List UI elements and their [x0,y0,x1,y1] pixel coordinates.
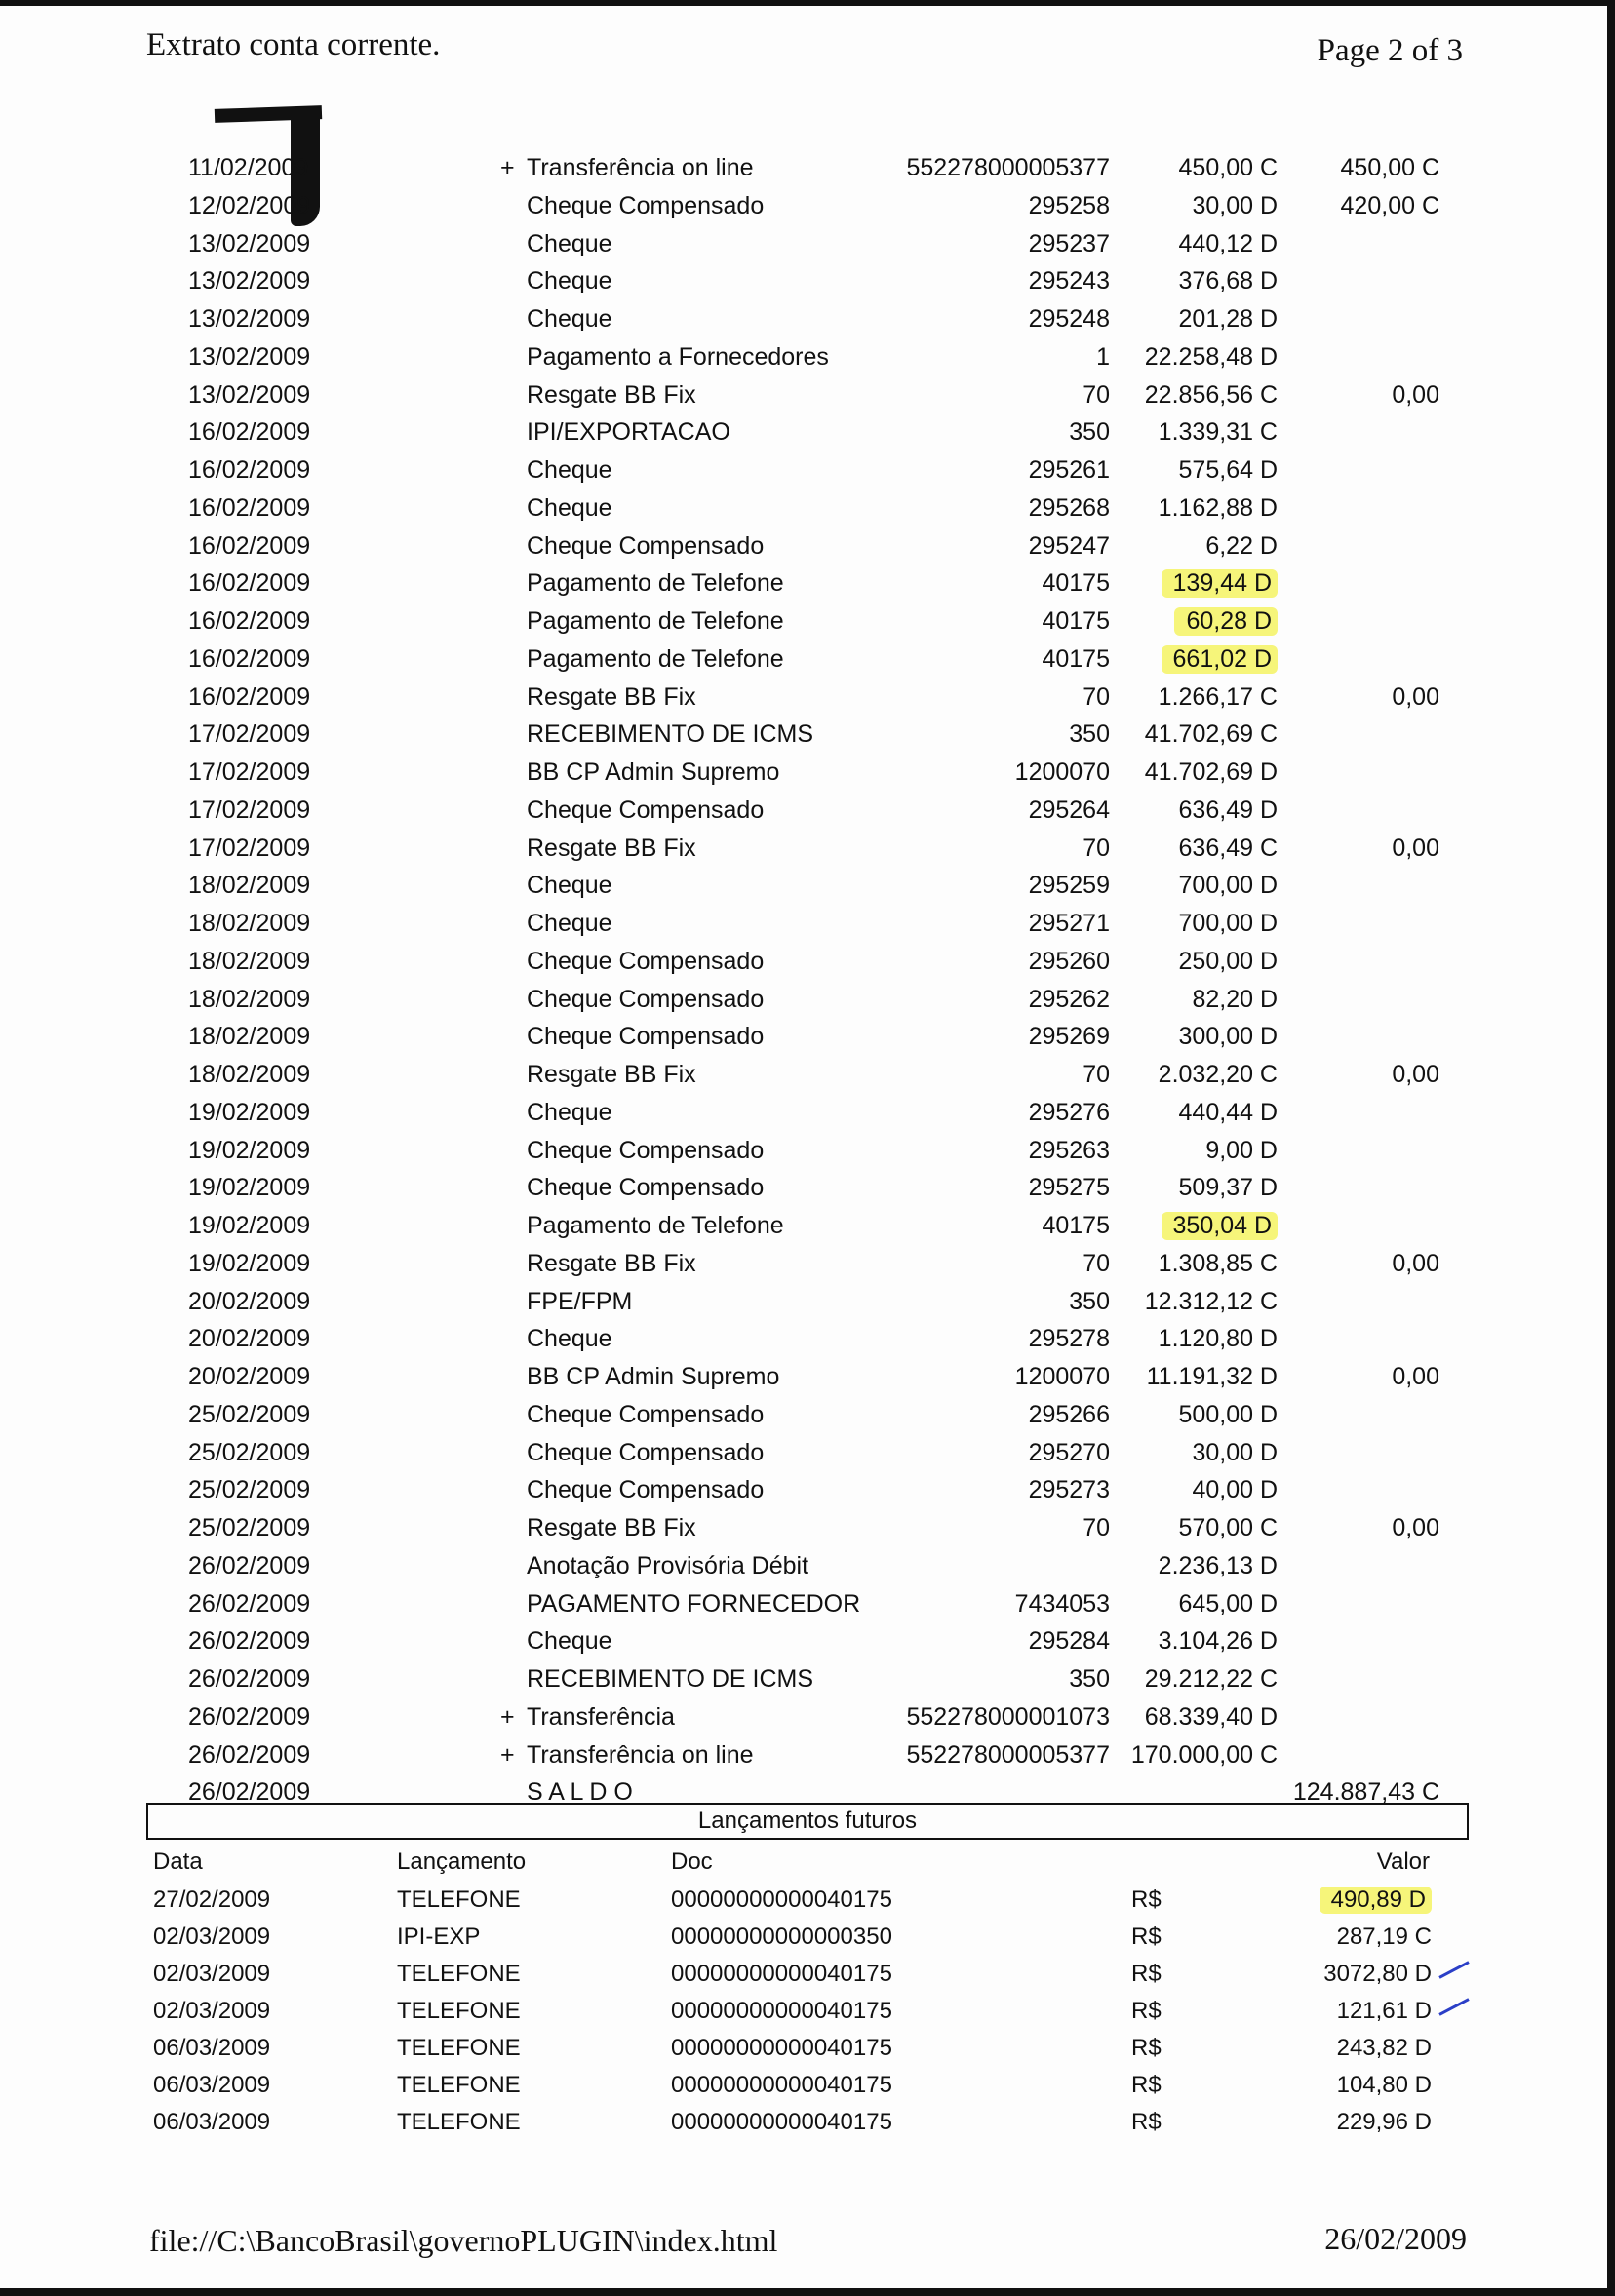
transaction-value: 170.000,00 C [1130,1740,1278,1769]
transaction-doc: 552278000005377 [906,1740,1110,1769]
transaction-value: 41.702,69 D [1144,759,1278,786]
transaction-date: 16/02/2009 [188,493,311,522]
future-entry-lancamento: IPI-EXP [397,1924,481,1950]
transaction-date: 13/02/2009 [188,267,311,295]
transaction-value: 300,00 D [1178,1023,1278,1051]
transaction-value: 350,04 D [1162,1212,1278,1240]
future-entry-doc: 00000000000040175 [671,2072,892,2098]
transaction-value: 500,00 D [1178,1400,1278,1428]
future-entry-row [0,2109,1615,2146]
transaction-doc: 70 [1083,682,1110,711]
transaction-description: PAGAMENTO FORNECEDOR [527,1589,861,1617]
transaction-row [0,343,1615,380]
transaction-description: Transferência on line [527,1740,754,1769]
future-col-date: Data [153,1848,203,1875]
transaction-doc: 295278 [1028,1325,1110,1353]
future-entry-value: 104,80 D [1336,2072,1432,2098]
transaction-row [0,1514,1615,1551]
transaction-description: IPI/EXPORTACAO [527,418,730,447]
future-entry-lancamento: TELEFONE [397,1887,521,1913]
transaction-description: Cheque [527,456,612,484]
transaction-description: Resgate BB Fix [527,682,696,711]
transaction-row [0,948,1615,985]
transaction-balance: 450,00 C [1340,154,1439,181]
transaction-description: Pagamento de Telefone [527,644,784,673]
transaction-doc: 295270 [1028,1438,1110,1466]
transaction-doc: 350 [1069,1665,1110,1693]
transaction-date: 13/02/2009 [188,305,311,332]
transaction-doc: 70 [1083,1061,1110,1088]
transaction-description: Cheque [527,305,612,332]
future-entry-date: 02/03/2009 [153,1961,271,1987]
transaction-date: 16/02/2009 [188,682,311,711]
transaction-balance: 0,00 [1392,1363,1439,1390]
transaction-description: Cheque Compensado [527,1476,765,1504]
future-entry-value: 229,96 D [1336,2109,1432,2135]
transaction-description: Cheque [527,1325,612,1353]
transaction-row [0,1665,1615,1702]
transaction-date: 18/02/2009 [188,985,311,1013]
transaction-description: Transferência [527,1702,675,1731]
transaction-description: Cheque [527,872,612,900]
transaction-doc: 350 [1069,1287,1110,1315]
transaction-date: 26/02/2009 [188,1627,311,1655]
transaction-description: Cheque Compensado [527,1400,765,1428]
transaction-row [0,1212,1615,1249]
transaction-date: 20/02/2009 [188,1287,311,1315]
transaction-value: 22.856,56 C [1144,380,1278,409]
transaction-balance: 0,00 [1392,1514,1439,1541]
transaction-value: 440,44 D [1178,1098,1278,1126]
transaction-value: 40,00 D [1192,1476,1278,1504]
page-number: Page 2 of 3 [1317,33,1463,68]
transaction-description: Cheque [527,267,612,295]
transaction-date: 25/02/2009 [188,1476,311,1504]
transaction-date: 18/02/2009 [188,1023,311,1051]
transaction-row [0,1627,1615,1664]
transaction-row [0,1363,1615,1400]
transaction-row [0,986,1615,1023]
transaction-description: Cheque Compensado [527,985,765,1013]
future-entry-currency: R$ [1131,1924,1162,1950]
transaction-row [0,759,1615,796]
future-entry-lancamento: TELEFONE [397,2035,521,2061]
transaction-date: 25/02/2009 [188,1400,311,1428]
transaction-description: Cheque Compensado [527,531,765,560]
transaction-value: 60,28 D [1174,607,1278,636]
transaction-doc: 295269 [1028,1023,1110,1051]
transaction-doc: 295261 [1028,456,1110,484]
future-col-lancamento: Lançamento [397,1848,527,1875]
future-entry-value: 121,61 D [1336,1998,1432,2024]
transaction-doc: 295268 [1028,493,1110,522]
transaction-value: 1.339,31 C [1158,418,1278,447]
transaction-plus-marker: + [500,154,515,181]
transaction-row [0,797,1615,834]
transaction-doc: 295273 [1028,1476,1110,1504]
transaction-description: Cheque [527,1098,612,1126]
transaction-value: 68.339,40 D [1144,1702,1278,1731]
transaction-row [0,1288,1615,1325]
transaction-date: 18/02/2009 [188,910,311,937]
transaction-value: 636,49 D [1178,796,1278,824]
future-entry-row [0,1924,1615,1961]
transaction-doc: 70 [1083,380,1110,409]
transaction-value: 6,22 D [1205,531,1278,560]
future-entry-row [0,2035,1615,2072]
transaction-date: 19/02/2009 [188,1098,311,1126]
transaction-row [0,1741,1615,1778]
transaction-doc: 552278000005377 [906,154,1110,181]
transaction-doc: 70 [1083,834,1110,862]
transaction-description: Cheque [527,1627,612,1655]
transaction-date: 16/02/2009 [188,531,311,560]
transaction-value: 11.191,32 D [1146,1363,1278,1390]
future-entry-doc: 00000000000040175 [671,1961,892,1987]
transaction-row [0,267,1615,304]
transaction-description: RECEBIMENTO DE ICMS [527,1665,814,1693]
transaction-value: 29.212,22 C [1144,1665,1278,1693]
transaction-value: 509,37 D [1178,1174,1278,1202]
future-entries-title: Lançamentos futuros [697,1808,918,1834]
transaction-row [0,1439,1615,1476]
transaction-doc: 70 [1083,1249,1110,1277]
transaction-row [0,1552,1615,1589]
transaction-row [0,1061,1615,1098]
transaction-doc: 295262 [1028,985,1110,1013]
transaction-date: 25/02/2009 [188,1514,311,1541]
transaction-value: 201,28 D [1178,305,1278,332]
transaction-doc: 70 [1083,1514,1110,1541]
transaction-date: 26/02/2009 [188,1551,311,1579]
future-entry-date: 06/03/2009 [153,2109,271,2135]
transaction-plus-marker: + [500,1702,515,1731]
footer-date: 26/02/2009 [1324,2221,1467,2256]
transaction-doc: 295284 [1028,1627,1110,1655]
transaction-row [0,154,1615,191]
transaction-doc: 295248 [1028,305,1110,332]
transaction-doc: 295260 [1028,947,1110,975]
future-entry-doc: 00000000000040175 [671,1998,892,2024]
future-entry-currency: R$ [1131,1998,1162,2024]
transaction-value: 3.104,26 D [1158,1627,1278,1655]
transaction-row [0,1099,1615,1136]
transaction-description: Anotação Provisória Débit [527,1551,809,1579]
future-entry-lancamento: TELEFONE [397,1961,521,1987]
transaction-row [0,645,1615,682]
transaction-date: 26/02/2009 [188,1589,311,1617]
transaction-description: Transferência on line [527,154,754,181]
transaction-value: 139,44 D [1162,569,1278,598]
future-entries-header-box [146,1803,1469,1840]
transaction-doc: 295263 [1028,1136,1110,1164]
future-entry-date: 02/03/2009 [153,1998,271,2024]
transaction-date: 18/02/2009 [188,1061,311,1088]
future-entry-currency: R$ [1131,2109,1162,2135]
transaction-value: 9,00 D [1205,1136,1278,1164]
future-entry-doc: 00000000000040175 [671,2035,892,2061]
future-entry-currency: R$ [1131,2072,1162,2098]
transaction-value: 2.032,20 C [1158,1061,1278,1088]
transaction-date: 19/02/2009 [188,1174,311,1202]
transaction-description: S A L D O [527,1778,633,1807]
transaction-value: 376,68 D [1178,267,1278,295]
transaction-description: Pagamento de Telefone [527,1212,784,1239]
transaction-description: BB CP Admin Supremo [527,759,780,786]
transaction-value: 250,00 D [1178,947,1278,975]
footer-file-path: file://C:\BancoBrasil\governoPLUGIN\index.html [149,2223,778,2258]
transaction-balance: 0,00 [1392,1061,1439,1088]
transaction-doc: 40175 [1042,644,1110,673]
transaction-date: 13/02/2009 [188,342,311,370]
transaction-doc: 1200070 [1014,759,1110,786]
transaction-description: Cheque Compensado [527,1136,765,1164]
transaction-date: 25/02/2009 [188,1438,311,1466]
transaction-row [0,1590,1615,1627]
transaction-date: 26/02/2009 [188,1778,311,1807]
future-entry-doc: 00000000000040175 [671,2109,892,2135]
transaction-balance: 0,00 [1392,1249,1439,1277]
transaction-date: 11/02/2009 [188,154,309,181]
transaction-row [0,1325,1615,1362]
transaction-row [0,230,1615,267]
transaction-value: 661,02 D [1162,645,1278,674]
transaction-row [0,192,1615,229]
future-entry-date: 02/03/2009 [153,1924,271,1950]
transaction-balance: 0,00 [1392,682,1439,711]
transaction-date: 20/02/2009 [188,1325,311,1353]
future-entry-row [0,1998,1615,2035]
transaction-doc: 350 [1069,720,1110,749]
transaction-value: 1.120,80 D [1158,1325,1278,1353]
transaction-date: 13/02/2009 [188,380,311,409]
transaction-doc: 552278000001073 [906,1702,1110,1731]
transaction-description: Cheque Compensado [527,191,765,219]
future-entry-lancamento: TELEFONE [397,1998,521,2024]
transaction-value: 1.162,88 D [1158,493,1278,522]
transaction-description: Cheque [527,493,612,522]
future-entry-lancamento: TELEFONE [397,2109,521,2135]
transaction-date: 18/02/2009 [188,872,311,900]
transaction-date: 26/02/2009 [188,1702,311,1731]
future-entry-row [0,1961,1615,1998]
future-entry-value: 243,82 D [1336,2035,1432,2061]
pen-check-mark [1438,1961,1469,1979]
transaction-date: 17/02/2009 [188,834,311,862]
transaction-description: Resgate BB Fix [527,834,696,862]
transaction-description: RECEBIMENTO DE ICMS [527,720,814,749]
transaction-doc: 295266 [1028,1400,1110,1428]
transaction-description: Pagamento de Telefone [527,569,784,598]
future-entry-row [0,2072,1615,2109]
transaction-plus-marker: + [500,1740,515,1769]
future-col-value: Valor [1376,1848,1430,1875]
transaction-row [0,1250,1615,1287]
future-entry-date: 06/03/2009 [153,2035,271,2061]
transaction-row [0,720,1615,758]
transaction-doc: 295276 [1028,1098,1110,1126]
transaction-balance: 420,00 C [1340,191,1439,219]
transaction-row [0,1476,1615,1513]
transaction-value: 700,00 D [1178,872,1278,900]
future-entry-currency: R$ [1131,1887,1162,1913]
transaction-value: 30,00 D [1192,191,1278,219]
transaction-doc: 40175 [1042,607,1110,635]
transaction-value: 30,00 D [1192,1438,1278,1466]
transaction-value: 41.702,69 C [1144,720,1278,749]
transaction-row [0,381,1615,418]
transaction-date: 20/02/2009 [188,1363,311,1390]
transaction-balance: 124.887,43 C [1292,1778,1439,1807]
future-entry-value: 3072,80 D [1323,1961,1432,1987]
transaction-description: FPE/FPM [527,1287,633,1315]
transaction-doc: 295258 [1028,191,1110,219]
transaction-description: Pagamento a Fornecedores [527,342,829,370]
transaction-date: 19/02/2009 [188,1136,311,1164]
transaction-doc: 295271 [1028,910,1110,937]
transaction-value: 575,64 D [1178,456,1278,484]
transaction-description: Cheque Compensado [527,1174,765,1202]
transaction-description: Resgate BB Fix [527,1061,696,1088]
future-col-doc: Doc [671,1848,713,1875]
transaction-date: 16/02/2009 [188,607,311,635]
transaction-doc: 7434053 [1014,1589,1110,1617]
future-entry-row [0,1887,1615,1924]
transaction-row [0,910,1615,947]
scan-edge-top [0,0,1615,6]
transaction-value: 1.266,17 C [1158,682,1278,711]
transaction-date: 19/02/2009 [188,1212,311,1239]
transaction-doc: 1 [1096,342,1110,370]
future-entry-date: 06/03/2009 [153,2072,271,2098]
transaction-date: 13/02/2009 [188,229,311,257]
transaction-date: 16/02/2009 [188,456,311,484]
transaction-row [0,532,1615,569]
transaction-value: 82,20 D [1192,985,1278,1013]
transaction-description: Cheque Compensado [527,1438,765,1466]
transaction-date: 17/02/2009 [188,720,311,749]
transaction-doc: 295237 [1028,229,1110,257]
transaction-value: 440,12 D [1178,229,1278,257]
scan-edge-bottom [0,2288,1615,2296]
transaction-description: Cheque [527,229,612,257]
transaction-doc: 40175 [1042,1212,1110,1239]
transaction-row [0,456,1615,493]
transaction-value: 700,00 D [1178,910,1278,937]
transaction-description: Cheque Compensado [527,1023,765,1051]
transaction-date: 26/02/2009 [188,1665,311,1693]
transaction-date: 16/02/2009 [188,418,311,447]
transaction-description: Cheque [527,910,612,937]
transaction-date: 17/02/2009 [188,759,311,786]
transaction-row [0,1023,1615,1060]
transaction-row [0,1401,1615,1438]
transaction-value: 1.308,85 C [1158,1249,1278,1277]
transaction-value: 22.258,48 D [1144,342,1278,370]
future-entry-value: 490,89 D [1320,1887,1432,1914]
transaction-doc: 295247 [1028,531,1110,560]
transaction-value: 636,49 C [1178,834,1278,862]
transaction-description: Pagamento de Telefone [527,607,784,635]
transaction-doc: 295243 [1028,267,1110,295]
future-entry-lancamento: TELEFONE [397,2072,521,2098]
transaction-description: Cheque Compensado [527,796,765,824]
transaction-value: 2.236,13 D [1158,1551,1278,1579]
transaction-doc: 295259 [1028,872,1110,900]
transaction-row [0,872,1615,909]
transaction-value: 450,00 C [1178,154,1278,181]
future-entry-currency: R$ [1131,1961,1162,1987]
future-entry-currency: R$ [1131,2035,1162,2061]
transaction-doc: 40175 [1042,569,1110,598]
transaction-balance: 0,00 [1392,380,1439,409]
transaction-date: 12/02/2009 [188,191,311,219]
transaction-description: BB CP Admin Supremo [527,1363,780,1390]
transaction-date: 16/02/2009 [188,644,311,673]
future-entry-doc: 00000000000040175 [671,1887,892,1913]
transaction-row [0,305,1615,342]
transaction-description: Resgate BB Fix [527,1249,696,1277]
transaction-description: Resgate BB Fix [527,1514,696,1541]
transaction-row [0,418,1615,455]
transaction-description: Resgate BB Fix [527,380,696,409]
transaction-description: Cheque Compensado [527,947,765,975]
future-entry-value: 287,19 C [1336,1924,1432,1950]
transaction-row [0,1174,1615,1211]
transaction-row [0,1137,1615,1174]
transaction-date: 26/02/2009 [188,1740,311,1769]
document-title: Extrato conta corrente. [146,27,441,62]
transaction-row [0,835,1615,872]
transaction-value: 12.312,12 C [1144,1287,1278,1315]
transaction-doc: 295264 [1028,796,1110,824]
transaction-date: 16/02/2009 [188,569,311,598]
transaction-date: 18/02/2009 [188,947,311,975]
transaction-date: 17/02/2009 [188,796,311,824]
future-entry-date: 27/02/2009 [153,1887,271,1913]
transaction-value: 645,00 D [1178,1589,1278,1617]
transaction-doc: 1200070 [1014,1363,1110,1390]
transaction-date: 19/02/2009 [188,1249,311,1277]
transaction-row [0,494,1615,531]
transaction-row [0,1703,1615,1740]
transaction-value: 570,00 C [1178,1514,1278,1541]
future-entry-doc: 00000000000000350 [671,1924,892,1950]
transaction-row [0,683,1615,720]
transaction-doc: 350 [1069,418,1110,447]
transaction-row [0,607,1615,644]
transaction-doc: 295275 [1028,1174,1110,1202]
pen-check-mark [1438,1998,1469,2016]
transaction-balance: 0,00 [1392,834,1439,862]
transaction-row [0,569,1615,606]
